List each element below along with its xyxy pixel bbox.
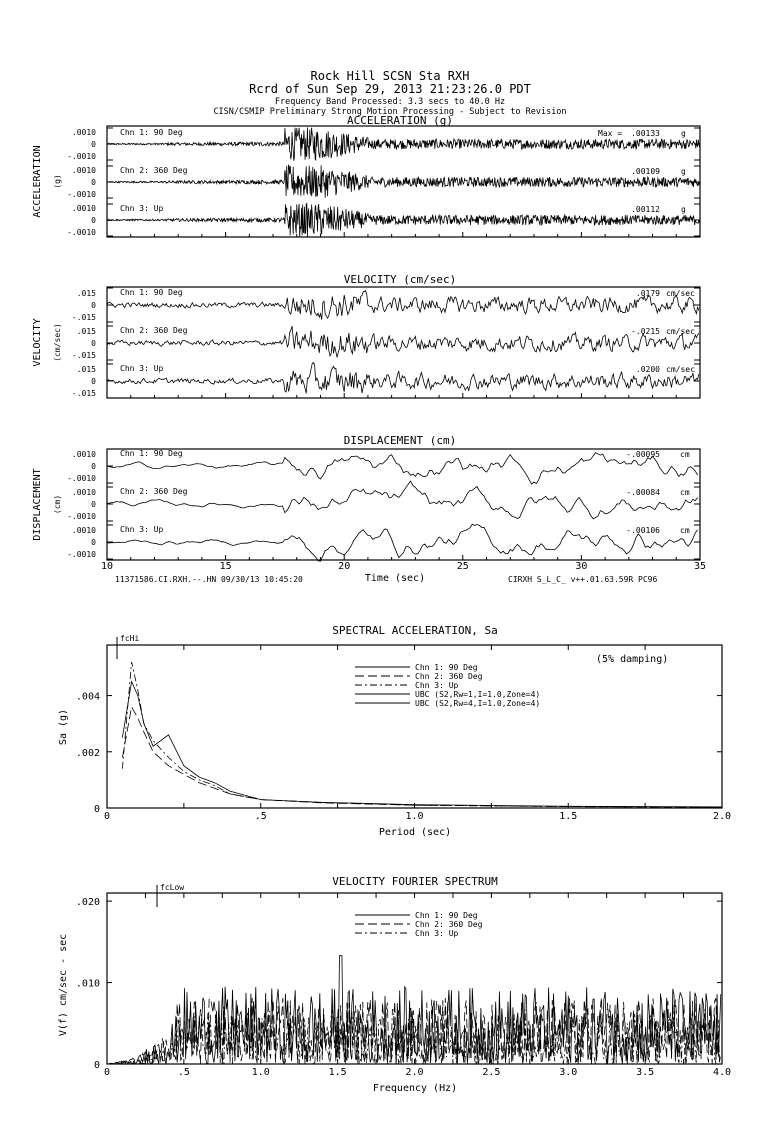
- channel-label: Chn 1: 90 Deg: [120, 449, 183, 458]
- y-tick-label: .015: [76, 365, 96, 374]
- max-value: .00109: [631, 167, 660, 176]
- x-tick-label: 3.0: [559, 1067, 578, 1078]
- max-value: .00133: [631, 129, 660, 138]
- y-tick-label: 0: [93, 1060, 100, 1071]
- channel-label: Chn 3: Up: [120, 204, 164, 213]
- y-tick-label: 0: [91, 178, 96, 187]
- x-tick-label: 2.5: [482, 1067, 501, 1078]
- max-value: -.00095: [626, 450, 660, 459]
- channel-label: Chn 3: Up: [120, 525, 164, 534]
- panel-title: ACCELERATION (g): [347, 114, 453, 127]
- fclow-label: fcLow: [160, 883, 185, 892]
- panel-title: VELOCITY (cm/sec): [343, 273, 457, 286]
- legend-label: Chn 1: 90 Deg: [415, 663, 478, 672]
- y-tick-label: 0: [91, 339, 96, 348]
- y-tick-label: .0010: [71, 166, 96, 175]
- max-value: .0200: [635, 365, 660, 374]
- max-unit: cm: [680, 450, 690, 459]
- record-id: 11371586.CI.RXH.--.HN 09/30/13 10:45:20: [115, 575, 303, 584]
- trace-vel-chn1: [107, 291, 699, 320]
- y-tick-label: 0: [91, 216, 96, 225]
- channel-label: Chn 1: 90 Deg: [120, 288, 183, 297]
- trace-dis-chn1: [107, 453, 698, 484]
- trace-dis-chn2: [107, 481, 698, 519]
- y-axis-unit: (cm/sec): [53, 323, 62, 362]
- x-tick-label: 1.0: [405, 811, 424, 822]
- panel-acc: [32, 114, 700, 237]
- max-unit: cm: [680, 526, 690, 535]
- fft-title: VELOCITY FOURIER SPECTRUM: [332, 875, 498, 888]
- x-tick-label: 30: [575, 561, 588, 572]
- channel-label: Chn 2: 360 Deg: [120, 166, 188, 175]
- y-tick-label: .0010: [71, 128, 96, 137]
- y-axis-unit: (g): [53, 174, 62, 189]
- max-unit: cm/sec: [666, 327, 695, 336]
- max-value: -.00106: [626, 526, 660, 535]
- fchi-label: fcHi: [120, 634, 140, 643]
- sa-series-chn2: [122, 707, 722, 807]
- y-tick-label: .0010: [71, 204, 96, 213]
- x-tick-label: 4.0: [712, 1067, 732, 1078]
- y-tick-label: 0: [91, 377, 96, 386]
- x-tick-label: .5: [254, 811, 267, 822]
- x-tick-label: 0: [103, 1067, 111, 1078]
- trace-vel-chn3: [107, 362, 699, 393]
- x-tick-label: 35: [693, 561, 707, 572]
- damping-note: (5% damping): [596, 654, 669, 665]
- x-axis-label: Period (sec): [378, 827, 452, 838]
- legend-label: Chn 3: Up: [415, 681, 459, 690]
- max-unit: cm: [680, 488, 690, 497]
- y-tick-label: 0: [93, 804, 100, 815]
- max-unit: cm/sec: [666, 289, 695, 298]
- panel-vel: [32, 273, 700, 398]
- channel-label: Chn 2: 360 Deg: [120, 487, 188, 496]
- legend-label: Chn 3: Up: [415, 929, 459, 938]
- max-unit: g: [681, 167, 686, 176]
- trace-acc-chn3: [107, 204, 700, 237]
- y-tick-label: 0: [91, 500, 96, 509]
- legend-label: Chn 2: 360 Deg: [415, 920, 483, 929]
- x-tick-label: 15: [219, 561, 232, 572]
- max-value: -.00084: [626, 488, 660, 497]
- y-tick-label: .002: [75, 747, 100, 759]
- x-tick-label: 0: [103, 811, 111, 822]
- y-tick-label: 0: [91, 462, 96, 471]
- x-tick-label: 1.0: [251, 1067, 270, 1078]
- panel-frame: [107, 449, 700, 560]
- y-tick-label: -.015: [71, 351, 96, 360]
- max-unit: g: [681, 129, 686, 138]
- x-tick-label: 1.5: [328, 1067, 347, 1078]
- y-tick-label: -.0010: [67, 190, 96, 199]
- max-unit: g: [681, 205, 686, 214]
- trace-vel-chn2: [107, 326, 699, 357]
- max-unit: cm/sec: [666, 365, 695, 374]
- channel-label: Chn 3: Up: [120, 364, 164, 373]
- sa-title: SPECTRAL ACCELERATION, Sa: [332, 624, 498, 637]
- station-title: Rock Hill SCSN Sta RXH: [310, 69, 470, 83]
- x-tick-label: 2.0: [712, 811, 732, 822]
- x-axis-label: Frequency (Hz): [372, 1083, 458, 1094]
- processing-id: CIRXH S_L_C_ v++.01.63.59R PC96: [508, 575, 658, 584]
- y-axis-label: Sa (g): [58, 708, 69, 746]
- band-text: Frequency Band Processed: 3.3 secs to 40.0 Hz: [274, 97, 506, 107]
- panel-dis: [32, 434, 706, 572]
- x-tick-label: 10: [100, 561, 114, 572]
- y-tick-label: -.015: [71, 313, 96, 322]
- trace-acc-chn2: [107, 165, 700, 197]
- legend-label: UBC (S2,Rw=4,I=1.0,Zone=4): [415, 699, 541, 708]
- legend-label: UBC (S2,Rw=1,I=1.0,Zone=4): [415, 690, 541, 699]
- y-axis-label: V(f) cm/sec - sec: [58, 933, 69, 1037]
- y-tick-label: 0: [91, 140, 96, 149]
- y-tick-label: -.0010: [67, 512, 96, 521]
- channel-label: Chn 1: 90 Deg: [120, 128, 183, 137]
- y-axis-label: DISPLACEMENT: [32, 468, 43, 541]
- x-tick-label: 25: [456, 561, 469, 572]
- y-tick-label: .015: [76, 327, 96, 336]
- notice-text: CISN/CSMIP Preliminary Strong Motion Processing - Subject to Revision: [213, 107, 567, 117]
- record-title: Rcrd of Sun Sep 29, 2013 21:23:26.0 PDT: [249, 82, 531, 96]
- y-tick-label: .0010: [71, 488, 96, 497]
- time-axis-label: Time (sec): [364, 573, 426, 584]
- y-tick-label: .0010: [71, 526, 96, 535]
- y-tick-label: .020: [75, 897, 100, 909]
- max-value: .0179: [635, 289, 660, 298]
- y-tick-label: -.015: [71, 389, 96, 398]
- y-tick-label: -.0010: [67, 228, 96, 237]
- y-axis-label: VELOCITY: [32, 318, 43, 367]
- y-axis-label: ACCELERATION: [32, 145, 43, 218]
- y-tick-label: 0: [91, 301, 96, 310]
- x-tick-label: 1.5: [559, 811, 578, 822]
- max-value: -.0215: [631, 327, 660, 336]
- x-tick-label: .5: [177, 1067, 190, 1078]
- x-tick-label: 3.5: [636, 1067, 655, 1078]
- y-tick-label: -.0010: [67, 474, 96, 483]
- y-tick-label: -.0010: [67, 152, 96, 161]
- x-tick-label: 2.0: [405, 1067, 424, 1078]
- legend-label: Chn 2: 360 Deg: [415, 672, 483, 681]
- y-axis-unit: (cm): [53, 494, 62, 515]
- panel-title: DISPLACEMENT (cm): [343, 434, 457, 447]
- max-value: .00112: [631, 205, 660, 214]
- x-tick-label: 20: [338, 561, 351, 572]
- y-tick-label: 0: [91, 538, 96, 547]
- channel-label: Chn 2: 360 Deg: [120, 326, 188, 335]
- trace-dis-chn3: [107, 524, 698, 561]
- y-tick-label: .004: [75, 691, 100, 703]
- legend-label: Chn 1: 90 Deg: [415, 911, 478, 920]
- y-tick-label: .010: [75, 978, 100, 990]
- max-prefix: Max =: [598, 129, 623, 138]
- y-tick-label: .015: [76, 289, 96, 298]
- y-tick-label: .0010: [71, 450, 96, 459]
- y-tick-label: -.0010: [67, 550, 96, 559]
